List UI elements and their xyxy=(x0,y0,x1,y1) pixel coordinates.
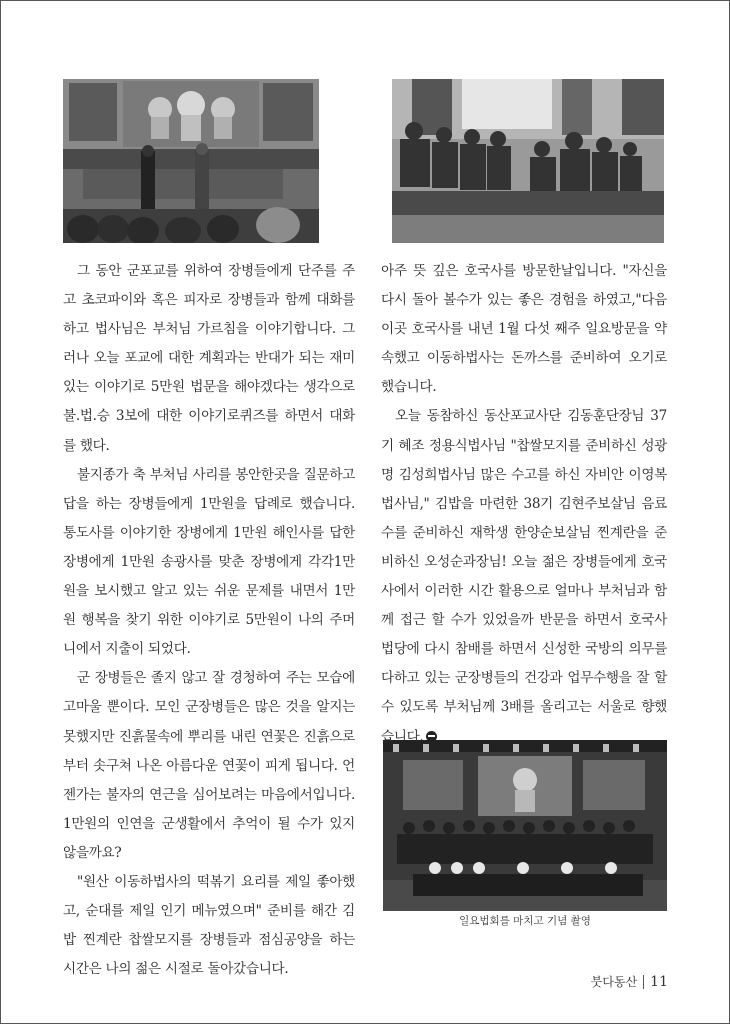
article-paragraph: 그 동안 군포교를 위하여 장병들에게 단주를 주고 초코파이와 혹은 피자로 장병들과 함께 대화를 하고 법사님은 부처님 가르침을 이야기합니다. 그러나 오늘 포교에 대한 계획과는 반대가 되는 재미있는 이야기로 5만원 법문을 해야겠다는 생각으로 불.법.승 3보에 대한 이야기로퀴즈를 하면서 대화를 했다. xyxy=(63,263,355,454)
footer-divider xyxy=(643,975,644,989)
closing-text: 오늘 동참하신 동산포교사단 김동훈단장님 37기 혜조 정용식법사님 "찹쌀모지를 준비하신 성광명 김성희법사님 많은 수고를 하신 자비안 이영복법사님," 김밥을 마련한 38기 김현주보살님 음료수를 준비하신 재학생 한양순보살님 찐계란을 준비하신 오성순과장님! 오늘 젊은 장병들에게 호국사에서 이러한 시간 활용으로 얼마나 부처님과 함께 접근 할 수가 있었을까 반문을 하면서 호국사 법당에 다시 참배를 하면서 신성한 국방의 의무를 다하고 있는 군장병들의 건강과 업무수행을 잘 할 수 있도록 부처님께 3배를 올리고는 서울로 향했습니다. xyxy=(381,408,667,745)
page-number: 11 xyxy=(650,973,668,990)
photo-dharma-hall-lecture xyxy=(63,79,319,243)
article-paragraph-closing xyxy=(381,402,667,751)
photo-soldiers-seated xyxy=(392,79,664,243)
article-paragraph: 군 장병들은 졸지 않고 잘 경청하여 주는 모습에 고마울 뿐이다. 모인 군장병들은 많은 것을 알지는 못했지만 진흙물속에 뿌리를 내린 연꽃은 진흙으로 부터 솟구쳐 나온 아름다운 연꽃이 피게 됩니다. 언젠가는 불자의 연근을 심어보려는 마음에서입니다. 1만원의 인연을 군생활에서 추억이 될 수가 있지 않을까요? xyxy=(63,670,355,861)
article-column-left xyxy=(63,257,355,984)
article-paragraph: 불지종가 축 부처님 사리를 봉안한곳을 질문하고 답을 하는 장병들에게 1만원을 답례로 했습니다. 통도사를 이야기한 장병에게 1만원 해인사를 답한 장병에게 1만원 송광사를 맞춘 장병에게 각각1만원을 보시했고 알고 있는 쉬운 문제를 내면서 1만원 행복을 찾기 위한 이야기로 5만원이 나의 주머니에서 지출이 되었다. xyxy=(63,466,355,658)
page-footer xyxy=(591,973,668,990)
article-paragraph-continued: 아주 뜻 깊은 호국사를 방문한날입니다. "자신을 다시 돌아 볼수가 있는 좋은 경험을 하였고,"다음 이곳 호국사를 내년 1월 다섯 째주 일요방문을 약속했고 이동하법사는 돈까스를 준비하여 오기로 했습니다. xyxy=(381,263,667,396)
photo-group-commemoration xyxy=(383,740,667,911)
photo-caption: 일요법회를 마치고 기념 촬영 xyxy=(459,915,591,927)
article-paragraph: "원산 이동하법사의 떡볶기 요리를 제일 좋아했고, 순대를 제일 인기 메뉴였으며" 준비를 해간 김밥 찐계란 찹쌀모지를 장병들과 점심공양을 하는 시간은 나의 젊은 시절로 돌아갔습니다. xyxy=(63,873,355,978)
magazine-name: 붓다동산 xyxy=(590,975,638,989)
article-column-right xyxy=(381,257,667,752)
end-mark-icon xyxy=(426,731,437,742)
